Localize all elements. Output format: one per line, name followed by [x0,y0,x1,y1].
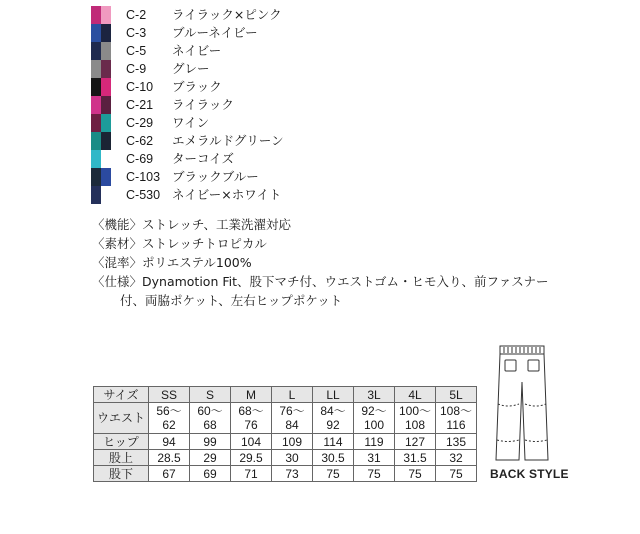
size-cell: 4L [395,387,436,403]
waist-min: 92〜 [361,404,387,418]
size-chart-table [93,386,477,482]
waist-min: 108〜 [439,404,473,418]
color-swatches [91,6,111,204]
color-item [126,114,284,132]
color-item [126,150,284,168]
rise-cell: 28.5 [149,450,190,466]
color-code: C-9 [126,62,147,76]
spec-function: 〈機能〉ストレッチ、工業洗濯対応 [92,217,292,232]
color-name: ライラック [172,97,234,112]
color-item [126,186,284,204]
color-item [126,42,284,60]
spec-blend: 〈混率〉ポリエステル100% [92,255,252,270]
color-swatch-left [91,132,101,150]
waist-max: 92 [326,418,340,432]
color-swatch-left [91,60,101,78]
waist-min: 84〜 [320,404,346,418]
inseam-cell: 67 [149,466,190,482]
rise-cell: 32 [436,450,477,466]
inseam-cell: 75 [436,466,477,482]
color-swatch-pair [91,168,111,186]
color-swatch-left [91,186,101,204]
color-name: グレー [172,61,210,76]
rise-cell: 29 [190,450,231,466]
rise-cell: 30 [272,450,313,466]
color-swatch-right [101,132,111,150]
inseam-cell: 69 [190,466,231,482]
color-name: ネイビー [172,43,222,58]
color-swatch-right [101,24,111,42]
waist-max: 108 [404,418,426,432]
hip-cell: 127 [395,434,436,450]
color-swatch-pair [91,114,111,132]
hip-row [94,434,477,450]
color-name: ブラック [172,79,222,94]
inseam-row [94,466,477,482]
waist-max: 62 [162,418,176,432]
color-code: C-62 [126,134,154,148]
color-swatch-pair [91,78,111,96]
size-cell: 5L [436,387,477,403]
size-cell: LL [313,387,354,403]
color-swatch-right [101,60,111,78]
hip-cell: 104 [231,434,272,450]
waist-cell [313,403,354,434]
color-swatch-left [91,42,101,60]
rise-cell: 29.5 [231,450,272,466]
color-swatch-right [101,78,111,96]
waist-cell [190,403,231,434]
color-list [126,6,284,204]
spec-material: 〈素材〉ストレッチトロピカル [92,236,267,251]
size-cell: M [231,387,272,403]
color-swatch-left [91,96,101,114]
color-code: C-29 [126,116,154,130]
color-code: C-21 [126,98,154,112]
rise-cell: 31 [354,450,395,466]
waist-label: ウエスト [94,403,149,434]
product-specs [92,215,632,310]
waist-cell [149,403,190,434]
waist-cell [272,403,313,434]
color-code: C-103 [126,170,161,184]
size-cell: SS [149,387,190,403]
inseam-label: 股下 [94,466,149,482]
color-swatch-left [91,114,101,132]
waist-min: 60〜 [197,404,223,418]
back-style-pants-illustration [492,342,552,464]
color-item [126,6,284,24]
waist-cell [395,403,436,434]
rise-row [94,450,477,466]
waist-min: 56〜 [156,404,182,418]
color-code: C-69 [126,152,154,166]
color-name: エメラルドグリーン [172,133,284,148]
color-swatch-right [101,150,111,168]
color-swatch-pair [91,132,111,150]
color-item [126,168,284,186]
color-swatch-pair [91,6,111,24]
color-code: C-5 [126,44,147,58]
color-swatch-left [91,6,101,24]
inseam-cell: 75 [313,466,354,482]
spec-details-continued: 付、両脇ポケット、左右ヒップポケット [120,293,343,308]
color-swatch-pair [91,60,111,78]
inseam-cell: 71 [231,466,272,482]
hip-cell: 99 [190,434,231,450]
color-item [126,60,284,78]
color-swatch-left [91,24,101,42]
color-code: C-3 [126,26,147,40]
waist-cell [354,403,395,434]
color-code: C-2 [126,8,147,22]
rise-label: 股上 [94,450,149,466]
hip-cell: 109 [272,434,313,450]
inseam-cell: 73 [272,466,313,482]
waist-min: 68〜 [238,404,264,418]
waist-max: 100 [363,418,385,432]
color-item [126,24,284,42]
rise-cell: 30.5 [313,450,354,466]
color-code: C-530 [126,188,161,202]
waist-min: 76〜 [279,404,305,418]
hip-cell: 119 [354,434,395,450]
size-header-row [94,387,477,403]
color-swatch-pair [91,186,111,204]
color-swatch-left [91,150,101,168]
color-name: ブルーネイビー [172,25,258,40]
hip-label: ヒップ [94,434,149,450]
back-style-label: BACK STYLE [490,467,569,481]
color-swatch-pair [91,42,111,60]
color-name: ワイン [172,115,210,130]
color-name: ライラック×ピンク [172,7,282,22]
hip-cell: 135 [436,434,477,450]
color-swatch-right [101,186,111,204]
inseam-cell: 75 [354,466,395,482]
size-cell: S [190,387,231,403]
color-swatch-pair [91,96,111,114]
color-name: ブラックブルー [172,169,259,184]
color-swatch-right [101,6,111,24]
hip-cell: 94 [149,434,190,450]
waist-min: 100〜 [398,404,432,418]
rise-cell: 31.5 [395,450,436,466]
waist-cell [436,403,477,434]
color-item [126,132,284,150]
color-swatch-pair [91,150,111,168]
color-swatch-left [91,168,101,186]
size-header-label: サイズ [94,387,149,403]
size-cell: 3L [354,387,395,403]
color-code: C-10 [126,80,154,94]
waist-max: 116 [446,418,466,432]
color-name: ターコイズ [172,151,235,166]
color-name: ネイビー×ホワイト [172,187,282,202]
waist-max: 76 [244,418,258,432]
color-swatch-right [101,42,111,60]
color-swatch-left [91,78,101,96]
waist-max: 84 [285,418,299,432]
spec-details: 〈仕様〉Dynamotion Fit、股下マチ付、ウエストゴム・ヒモ入り、前ファスナー [92,274,549,289]
color-swatch-right [101,96,111,114]
size-cell: L [272,387,313,403]
color-swatch-right [101,168,111,186]
inseam-cell: 75 [395,466,436,482]
color-item [126,78,284,96]
waist-max: 68 [203,418,217,432]
color-swatch-pair [91,24,111,42]
color-swatch-right [101,114,111,132]
hip-cell: 114 [313,434,354,450]
waist-cell [231,403,272,434]
waist-row [94,403,477,434]
color-item [126,96,284,114]
